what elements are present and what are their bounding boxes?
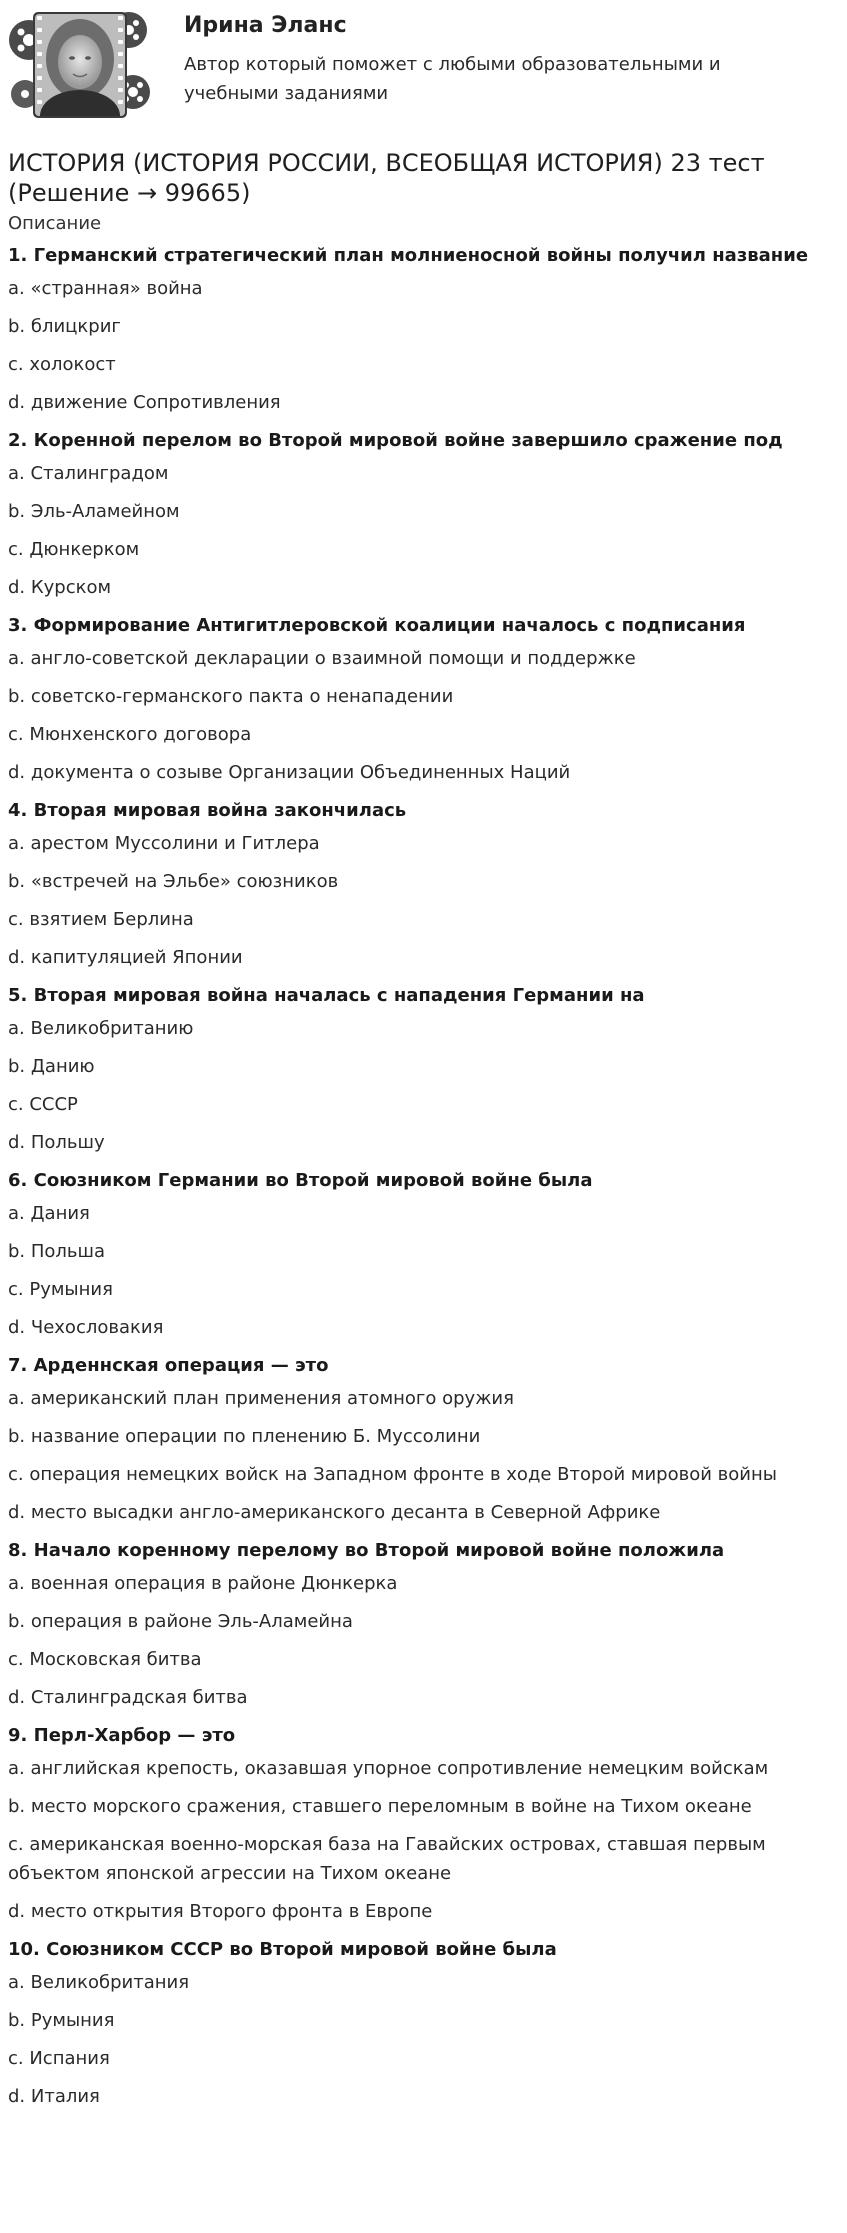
question-text: 8. Начало коренному перелому во Второй мировой войне положила (8, 1540, 725, 1561)
question-text: 2. Коренной перелом во Второй мировой войне завершило сражение под (8, 430, 783, 451)
answer-option: c. СССР (8, 1094, 78, 1115)
answer-option: c. американская военно-морская база на Гавайских островах, ставшая первым объектом японской агрессии на Тихом океане (8, 1834, 766, 1884)
answer-option: d. Курском (8, 577, 112, 598)
answer-option: c. Испания (8, 2048, 110, 2069)
answer-option: b. блицкриг (8, 316, 121, 337)
answer-option: b. «встречей на Эльбе» союзников (8, 871, 339, 892)
answer-option: b. операция в районе Эль-Аламейна (8, 1611, 353, 1632)
answer-option: a. «странная» война (8, 278, 203, 299)
answer-option: d. Чехословакия (8, 1317, 164, 1338)
author-name[interactable]: Ирина Эланс (184, 13, 347, 38)
answer-option: d. Италия (8, 2086, 100, 2107)
answer-option: c. холокост (8, 354, 116, 375)
question-3 (8, 611, 838, 787)
question-list (8, 241, 838, 2111)
answer-option: b. название операции по пленению Б. Муссолини (8, 1426, 481, 1447)
question-9 (8, 1721, 838, 1926)
question-text: 6. Союзником Германии во Второй мировой войне была (8, 1170, 593, 1191)
answer-option: c. взятием Берлина (8, 909, 194, 930)
question-text: 4. Вторая мировая война закончилась (8, 800, 407, 821)
question-text: 3. Формирование Антигитлеровской коалиции началось с подписания (8, 615, 746, 636)
answer-option: b. Польша (8, 1241, 106, 1262)
question-text: 1. Германский стратегический план молниеносной войны получил название (8, 245, 809, 266)
answer-option: a. американский план применения атомного оружия (8, 1388, 514, 1409)
description-label: Описание (8, 213, 102, 234)
question-text: 5. Вторая мировая война началась с нападения Германии на (8, 985, 645, 1006)
question-text: 10. Союзником СССР во Второй мировой войне была (8, 1939, 557, 1960)
question-6 (8, 1166, 838, 1342)
answer-option: a. Сталинградом (8, 463, 169, 484)
answer-option: d. Сталинградская битва (8, 1687, 248, 1708)
answer-option: d. место высадки англо-американского десанта в Северной Африке (8, 1502, 661, 1523)
author-description: Автор который поможет с любыми образовательными и учебными заданиями (184, 54, 721, 104)
answer-option: a. Великобритания (8, 1972, 190, 1993)
answer-option: b. Эль-Аламейном (8, 501, 180, 522)
answer-option: b. место морского сражения, ставшего переломным в войне на Тихом океане (8, 1796, 752, 1817)
author-card (0, 0, 847, 140)
question-text: 7. Арденнская операция — это (8, 1355, 329, 1376)
question-1 (8, 241, 838, 417)
answer-option: a. военная операция в районе Дюнкерка (8, 1573, 398, 1594)
answer-option: d. капитуляцией Японии (8, 947, 243, 968)
answer-option: b. советско-германского пакта о ненападении (8, 686, 454, 707)
question-4 (8, 796, 838, 972)
answer-option: c. Румыния (8, 1279, 113, 1300)
answer-option: c. Московская битва (8, 1649, 202, 1670)
question-10 (8, 1935, 838, 2111)
question-8 (8, 1536, 838, 1712)
question-2 (8, 426, 838, 602)
question-text: 9. Перл-Харбор — это (8, 1725, 236, 1746)
answer-option: a. арестом Муссолини и Гитлера (8, 833, 320, 854)
answer-option: b. Данию (8, 1056, 95, 1077)
document-title: ИСТОРИЯ (ИСТОРИЯ РОССИИ, ВСЕОБЩАЯ ИСТОРИЯ) 23 тест (Решение → 99665) (8, 149, 765, 207)
question-5 (8, 981, 838, 1157)
answer-option: a. Великобританию (8, 1018, 194, 1039)
author-avatar[interactable] (7, 4, 151, 128)
answer-option: a. Дания (8, 1203, 90, 1224)
answer-option: c. Мюнхенского договора (8, 724, 252, 745)
answer-option: a. англо-советской декларации о взаимной помощи и поддержке (8, 648, 636, 669)
answer-option: d. место открытия Второго фронта в Европе (8, 1901, 433, 1922)
answer-option: b. Румыния (8, 2010, 115, 2031)
answer-option: d. документа о созыве Организации Объединенных Наций (8, 762, 571, 783)
author-photo (35, 14, 125, 128)
answer-option: d. Польшу (8, 1132, 105, 1153)
answer-option: d. движение Сопротивления (8, 392, 281, 413)
question-7 (8, 1351, 838, 1527)
answer-option: c. Дюнкерком (8, 539, 140, 560)
answer-option: a. английская крепость, оказавшая упорное сопротивление немецким войскам (8, 1758, 769, 1779)
answer-option: c. операция немецких войск на Западном фронте в ходе Второй мировой войны (8, 1464, 777, 1485)
